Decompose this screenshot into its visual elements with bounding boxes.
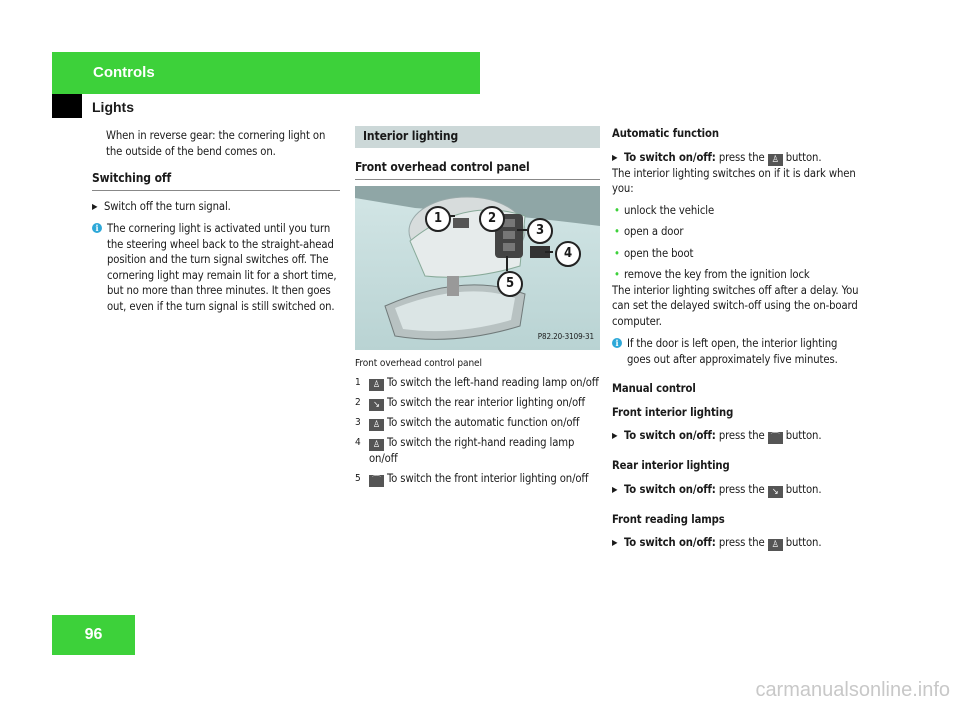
condition-list	[612, 203, 862, 283]
front-light-icon: ⌒	[369, 475, 384, 487]
legend-number: 4	[355, 437, 361, 448]
bullet-icon: •	[614, 268, 620, 281]
list-item-text: open the boot	[624, 246, 694, 260]
switching-off-heading: Switching off	[92, 171, 340, 191]
callout-2: 2	[479, 206, 505, 232]
rear-light-icon: ↘	[768, 486, 783, 498]
rear-heading: Rear interior lighting	[612, 459, 730, 472]
photo-caption: Front overhead control panel	[355, 357, 482, 369]
press-text: press the	[718, 536, 765, 549]
column-3	[612, 126, 862, 551]
legend-text: To switch the left-hand reading lamp on/off	[387, 376, 599, 389]
callout-3: 3	[527, 218, 553, 244]
info-icon: i	[92, 223, 102, 233]
info-note	[612, 336, 862, 367]
photo-code: P82.20-3109-31	[537, 332, 594, 341]
arrow-icon: ▶	[612, 152, 618, 162]
manual-heading: Manual control	[612, 382, 696, 395]
step-label: To switch on/off:	[624, 429, 716, 442]
legend-number: 5	[355, 472, 361, 484]
automatic-heading: Automatic function	[612, 127, 719, 140]
arrow-icon: ▶	[612, 538, 618, 547]
button-text: button.	[785, 429, 822, 442]
legend-text: To switch the right-hand reading lamp on/off	[369, 436, 575, 465]
legend-item	[355, 435, 600, 467]
press-text: press the	[718, 150, 765, 164]
reading-step	[612, 535, 862, 551]
list-item	[612, 224, 862, 240]
watermark: carmanualsonline.info	[755, 679, 950, 701]
button-text: button.	[785, 482, 822, 496]
reading-lamp-left-icon: ♙	[369, 379, 384, 391]
legend-number: 3	[355, 417, 361, 428]
auto-text: The interior lighting switches on if it is dark when you:	[612, 166, 856, 195]
step-label: To switch on/off:	[624, 536, 716, 549]
panel-illustration	[355, 186, 600, 350]
intro-text: When in reverse gear: the cornering light on the outside of the bend comes on.	[106, 129, 326, 158]
subsection-title: Lights	[92, 99, 134, 115]
front-panel-heading: Front overhead control panel	[355, 160, 600, 180]
info-text: The cornering light is activated until you turn the steering wheel back to the straight-ahead position and the turn signal switches off. The cornering light may remain lit for a short time, but no more than three minutes. It then goes out, even if the turn signal is still switched on.	[107, 222, 337, 313]
auto-step	[612, 150, 862, 166]
info-note	[92, 221, 340, 314]
legend-item	[355, 471, 600, 487]
legend-item	[355, 415, 600, 431]
legend-item	[355, 375, 600, 391]
callout-1: 1	[425, 206, 451, 232]
reading-lamp-right-icon: ♙	[369, 439, 384, 451]
arrow-icon: ▶	[612, 484, 618, 494]
legend-number: 1	[355, 377, 361, 388]
column-2	[355, 126, 600, 487]
legend-number: 2	[355, 397, 361, 408]
interior-lighting-bar: Interior lighting	[355, 126, 600, 148]
legend-text: To switch the rear interior lighting on/off	[387, 396, 585, 409]
list-item	[612, 203, 862, 219]
auto-light-icon: ♙	[768, 154, 783, 166]
callout-4: 4	[555, 241, 581, 267]
legend-list	[355, 375, 600, 487]
info-text: If the door is left open, the interior lighting goes out after approximately five minutes.	[627, 337, 838, 366]
press-text: press the	[718, 482, 765, 496]
front-step	[612, 428, 862, 444]
bullet-icon: •	[614, 225, 620, 238]
rear-light-icon: ↘	[369, 399, 384, 411]
rear-step	[612, 482, 862, 498]
step-label: To switch on/off:	[624, 482, 716, 496]
legend-item	[355, 395, 600, 411]
list-item-text: remove the key from the ignition lock	[624, 268, 810, 281]
auto-light-icon: ♙	[369, 419, 384, 431]
info-icon: i	[612, 338, 622, 348]
page-number: 96	[52, 615, 135, 655]
step	[92, 199, 340, 215]
bullet-icon: •	[614, 203, 620, 217]
list-item	[612, 267, 862, 283]
column-1	[92, 128, 340, 314]
section-title: Controls	[93, 64, 155, 81]
step-text: Switch off the turn signal.	[104, 199, 231, 213]
step-label: To switch on/off:	[624, 150, 716, 164]
button-text: button.	[785, 150, 822, 164]
list-item-text: open a door	[624, 225, 684, 238]
control-panel-photo	[355, 186, 600, 350]
button-text: button.	[785, 536, 822, 549]
callout-5: 5	[497, 271, 523, 297]
front-heading: Front interior lighting	[612, 405, 734, 419]
bullet-icon: •	[614, 246, 620, 260]
header-marker	[52, 94, 82, 118]
arrow-icon: ▶	[92, 201, 98, 211]
front-light-icon: ⌒	[768, 432, 783, 444]
reading-heading: Front reading lamps	[612, 512, 725, 526]
list-item-text: unlock the vehicle	[624, 203, 715, 217]
press-text: press the	[718, 429, 765, 442]
off-text: The interior lighting switches off after a delay. You can set the delayed switch-off using the on-board computer.	[612, 283, 859, 328]
reading-lamp-icon: ♙	[768, 539, 783, 551]
list-item	[612, 246, 862, 262]
legend-text: To switch the automatic function on/off	[387, 416, 580, 429]
legend-text: To switch the front interior lighting on/off	[387, 471, 589, 485]
arrow-icon: ▶	[612, 431, 618, 440]
